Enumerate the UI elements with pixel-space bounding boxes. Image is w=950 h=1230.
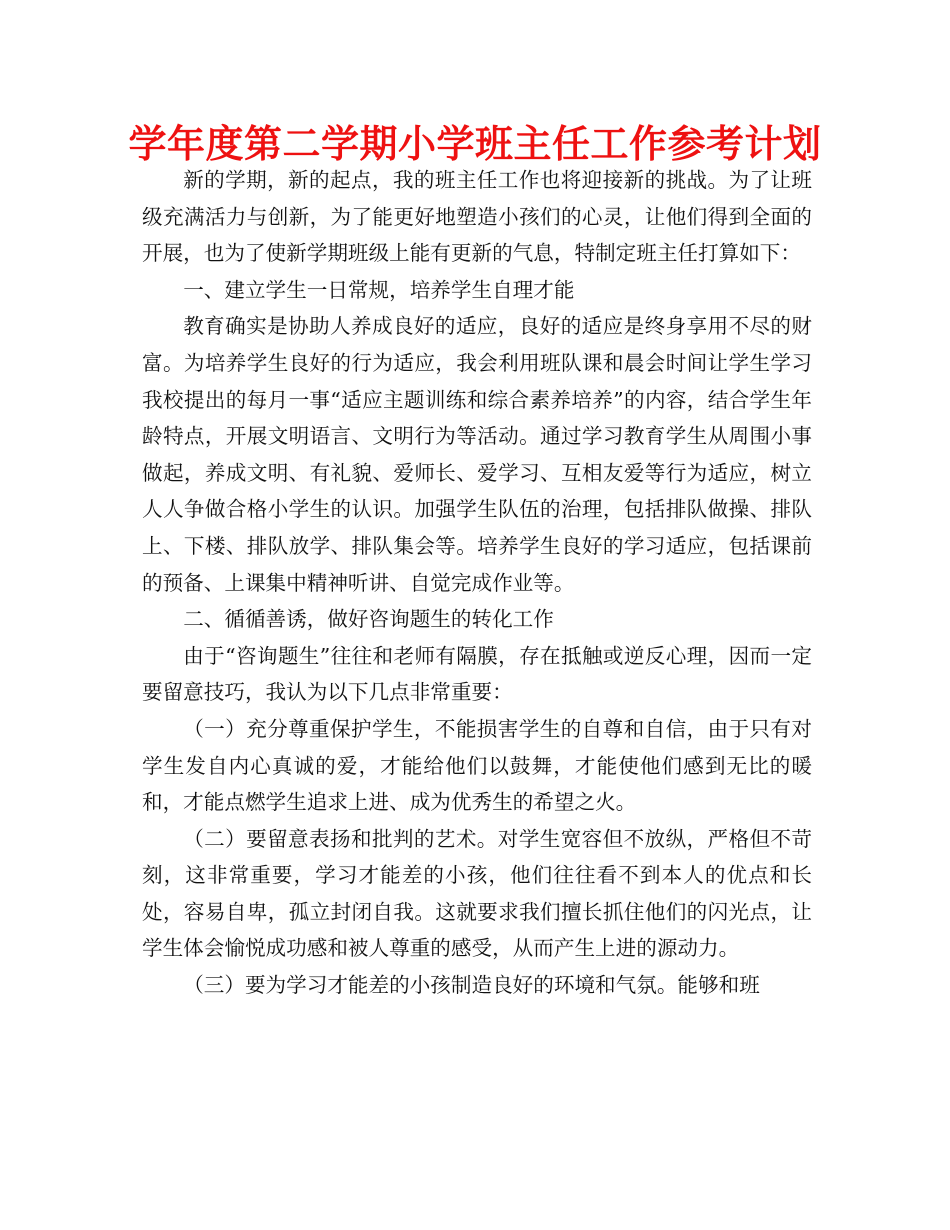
list-item-1: （一）充分尊重保护学生，不能损害学生的自尊和自信，由于只有对学生发自内心真诚的爱，才能给他们以鼓舞，才能使他们感到无比的暖和，才能点燃学生追求上进、成为优秀生的希望之火。 [142, 716, 812, 815]
body-paragraph: 由于“咨询题生”往往和老师有隔膜，存在抵触或逆反心理，因而一定要留意技巧，我认为以下几点非常重要： [142, 643, 812, 705]
list-item-3: （三）要为学习才能差的小孩制造良好的环境和气氛。能够和班 [183, 973, 760, 998]
intro-paragraph: 新的学期，新的起点，我的班主任工作也将迎接新的挑战。为了让班级充满活力与创新，为了能更好地塑造小孩们的心灵，让他们得到全面的开展，也为了使新学期班级上能有更新的气息，特制定班主任打算如下： [142, 168, 812, 266]
list-item-2: （二）要留意表扬和批判的艺术。对学生宽容但不放纵，严格但不苛刻，这非常重要，学习才能差的小孩，他们往往看不到本人的优点和长处，容易自卑，孤立封闭自我。这就要求我们擅长抓住他们的闪光点，让学生体会愉悦成功感和被人尊重的感受，从而产生上进的源动力。 [142, 826, 812, 961]
document-title: 学年度第二学期小学班主任工作参考计划 [128, 122, 822, 166]
section-heading-2: 二、循循善诱，做好咨询题生的转化工作 [183, 607, 554, 632]
body-paragraph: 教育确实是协助人养成良好的适应，良好的适应是终身享用不尽的财富。为培养学生良好的行为适应，我会利用班队课和晨会时间让学生学习我校提出的每月一事“适应主题训练和综合素养培养”的内容，结合学生年龄特点，开展文明语言、文明行为等活动。通过学习教育学生从周围小事做起，养成文明、有礼貌、爱师长、爱学习、互相友爱等行为适应，树立人人争做合格小学生的认识。加强学生队伍的治理，包括排队做操、排队上、下楼、排队放学、排队集会等。培养学生良好的学习适应，包括课前的预备、上课集中精神听讲、自觉完成作业等。 [142, 314, 812, 595]
section-heading-1: 一、建立学生一日常规，培养学生自理才能 [183, 277, 575, 302]
document-body [142, 162, 812, 1004]
